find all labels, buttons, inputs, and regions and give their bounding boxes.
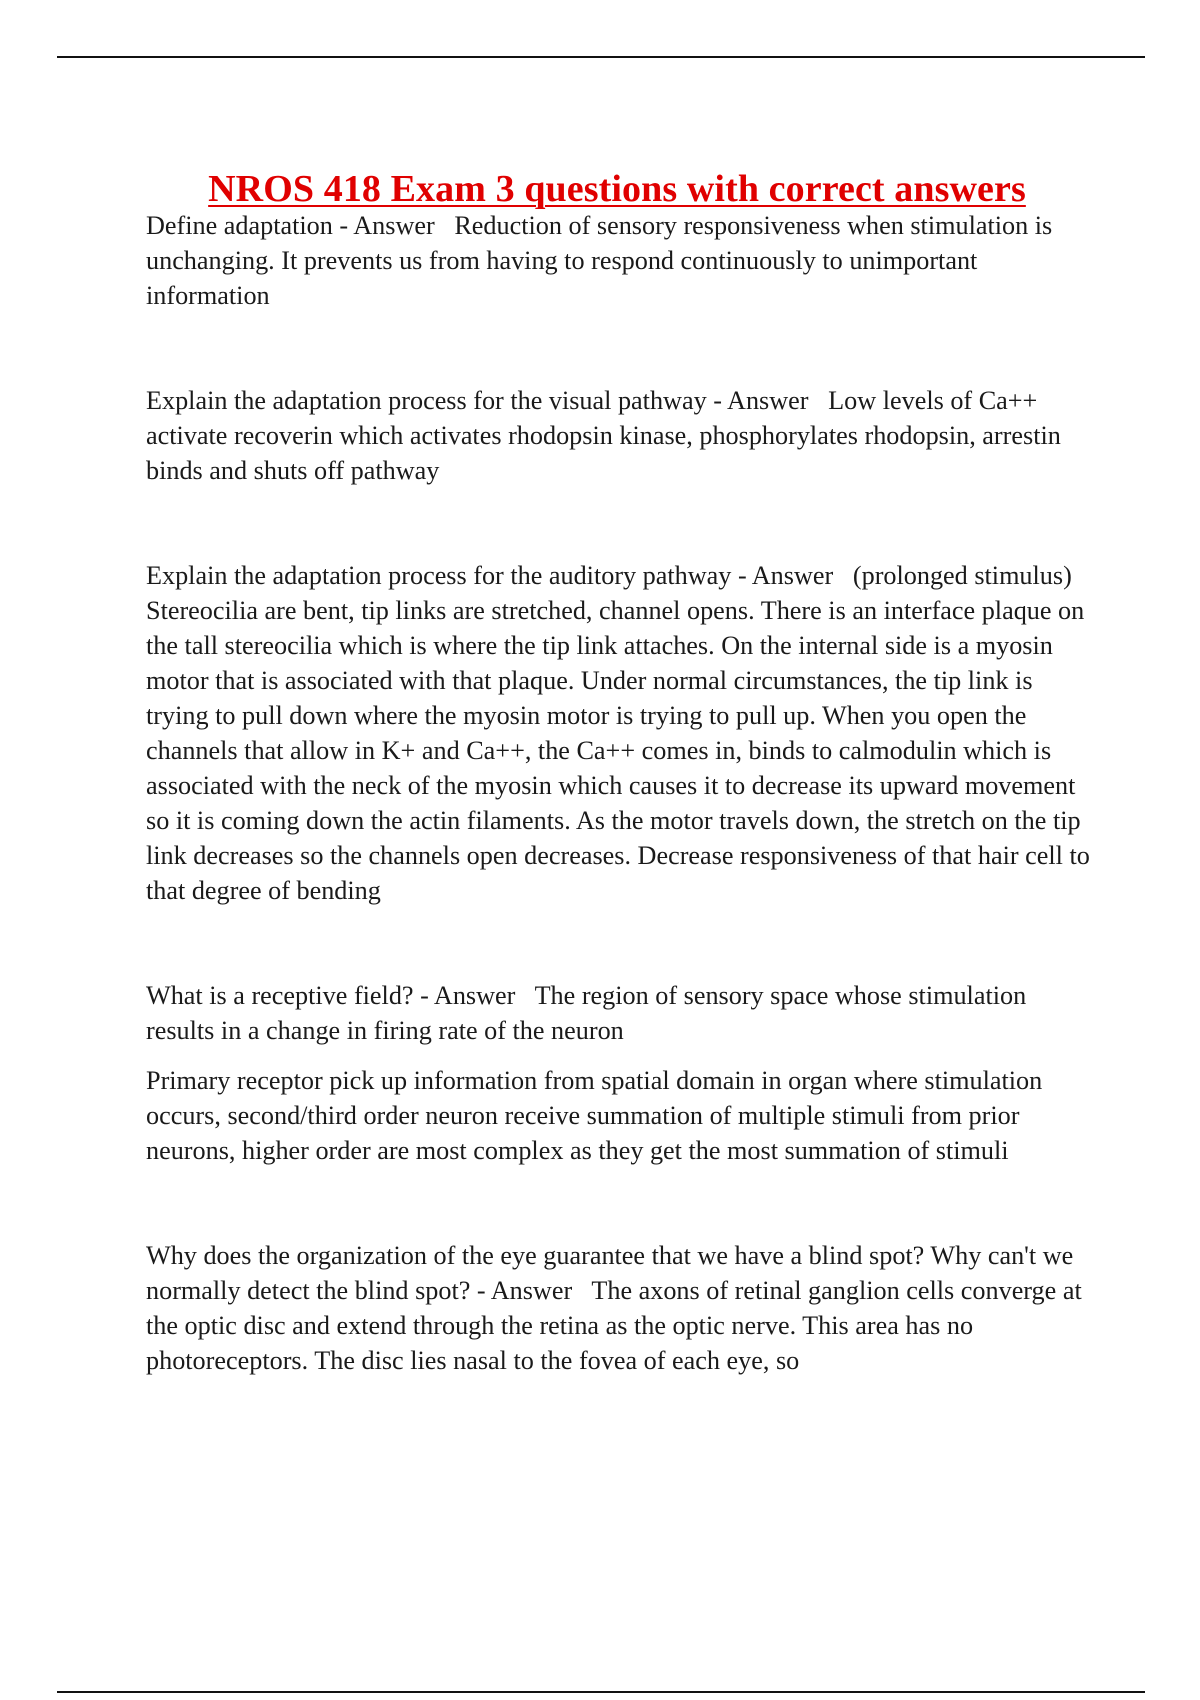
answer-separator: - Answer bbox=[731, 561, 853, 590]
spacer bbox=[146, 908, 1091, 978]
question-text: Explain the adaptation process for the visual pathway bbox=[146, 386, 707, 415]
qa-item-adaptation bbox=[146, 208, 1091, 313]
document-title: NROS 418 Exam 3 questions with correct answers bbox=[208, 168, 1026, 211]
answer-text: (prolonged stimulus) Stereocilia are bent, tip links are stretched, channel opens. There is an interface plaque on the tall stereocilia which is where the tip link attaches. On the internal side is a myosin motor that is associated with that plaque. Under normal circumstances, the tip link is trying to pull down where the myosin motor is trying to pull up. When you open the channels that allow in K+ and Ca++, the Ca++ comes in, binds to calmodulin which is associated with the neck of the myosin which causes it to decrease its upward movement so it is coming down the actin filaments. As the motor travels down, the stretch on the tip link decreases so the channels open decreases. Decrease responsiveness of that hair cell to that degree of bending bbox=[146, 561, 1090, 905]
spacer bbox=[146, 488, 1091, 558]
answer-separator: - Answer bbox=[706, 386, 829, 415]
spacer bbox=[146, 1048, 1091, 1063]
spacer bbox=[146, 313, 1091, 383]
footer-rule bbox=[57, 1691, 1145, 1693]
header-rule bbox=[57, 56, 1145, 58]
answer-separator: - Answer bbox=[413, 981, 535, 1010]
question-text: Explain the adaptation process for the auditory pathway bbox=[146, 561, 732, 590]
qa-item-blind-spot bbox=[146, 1238, 1091, 1378]
qa-item-auditory-adaptation bbox=[146, 558, 1091, 908]
answer-text: The region of sensory space whose stimulation results in a change in firing rate of the neuron bbox=[146, 981, 1027, 1045]
question-text: Define adaptation bbox=[146, 211, 333, 240]
answer-text: The axons of retinal ganglion cells converge at the optic disc and extend through the retina as the optic nerve. This area has no photoreceptors. The disc lies nasal to the fovea of each eye, so bbox=[146, 1276, 1082, 1375]
question-text: What is a receptive field? bbox=[146, 981, 414, 1010]
qa-item-receptive-field bbox=[146, 978, 1091, 1048]
answer-separator: - Answer bbox=[332, 211, 455, 240]
qa-item-visual-adaptation bbox=[146, 383, 1091, 488]
answer-text: Reduction of sensory responsiveness when stimulation is unchanging. It prevents us from having to respond continuously to unimportant information bbox=[146, 211, 1053, 310]
answer-text: Low levels of Ca++ activate recoverin which activates rhodopsin kinase, phosphorylates rhodopsin, arrestin binds and shuts off pathway bbox=[146, 386, 1061, 485]
answer-separator: - Answer bbox=[470, 1276, 592, 1305]
question-text: Why does the organization of the eye guarantee that we have a blind spot? Why can't we normally detect the blind spot? bbox=[146, 1241, 1074, 1305]
extra-paragraph: Primary receptor pick up information from spatial domain in organ where stimulation occurs, second/third order neuron receive summation of multiple stimuli from prior neurons, higher order are most complex as they get the most summation of stimuli bbox=[146, 1066, 1043, 1165]
document-body bbox=[146, 208, 1091, 1378]
spacer bbox=[146, 1168, 1091, 1238]
